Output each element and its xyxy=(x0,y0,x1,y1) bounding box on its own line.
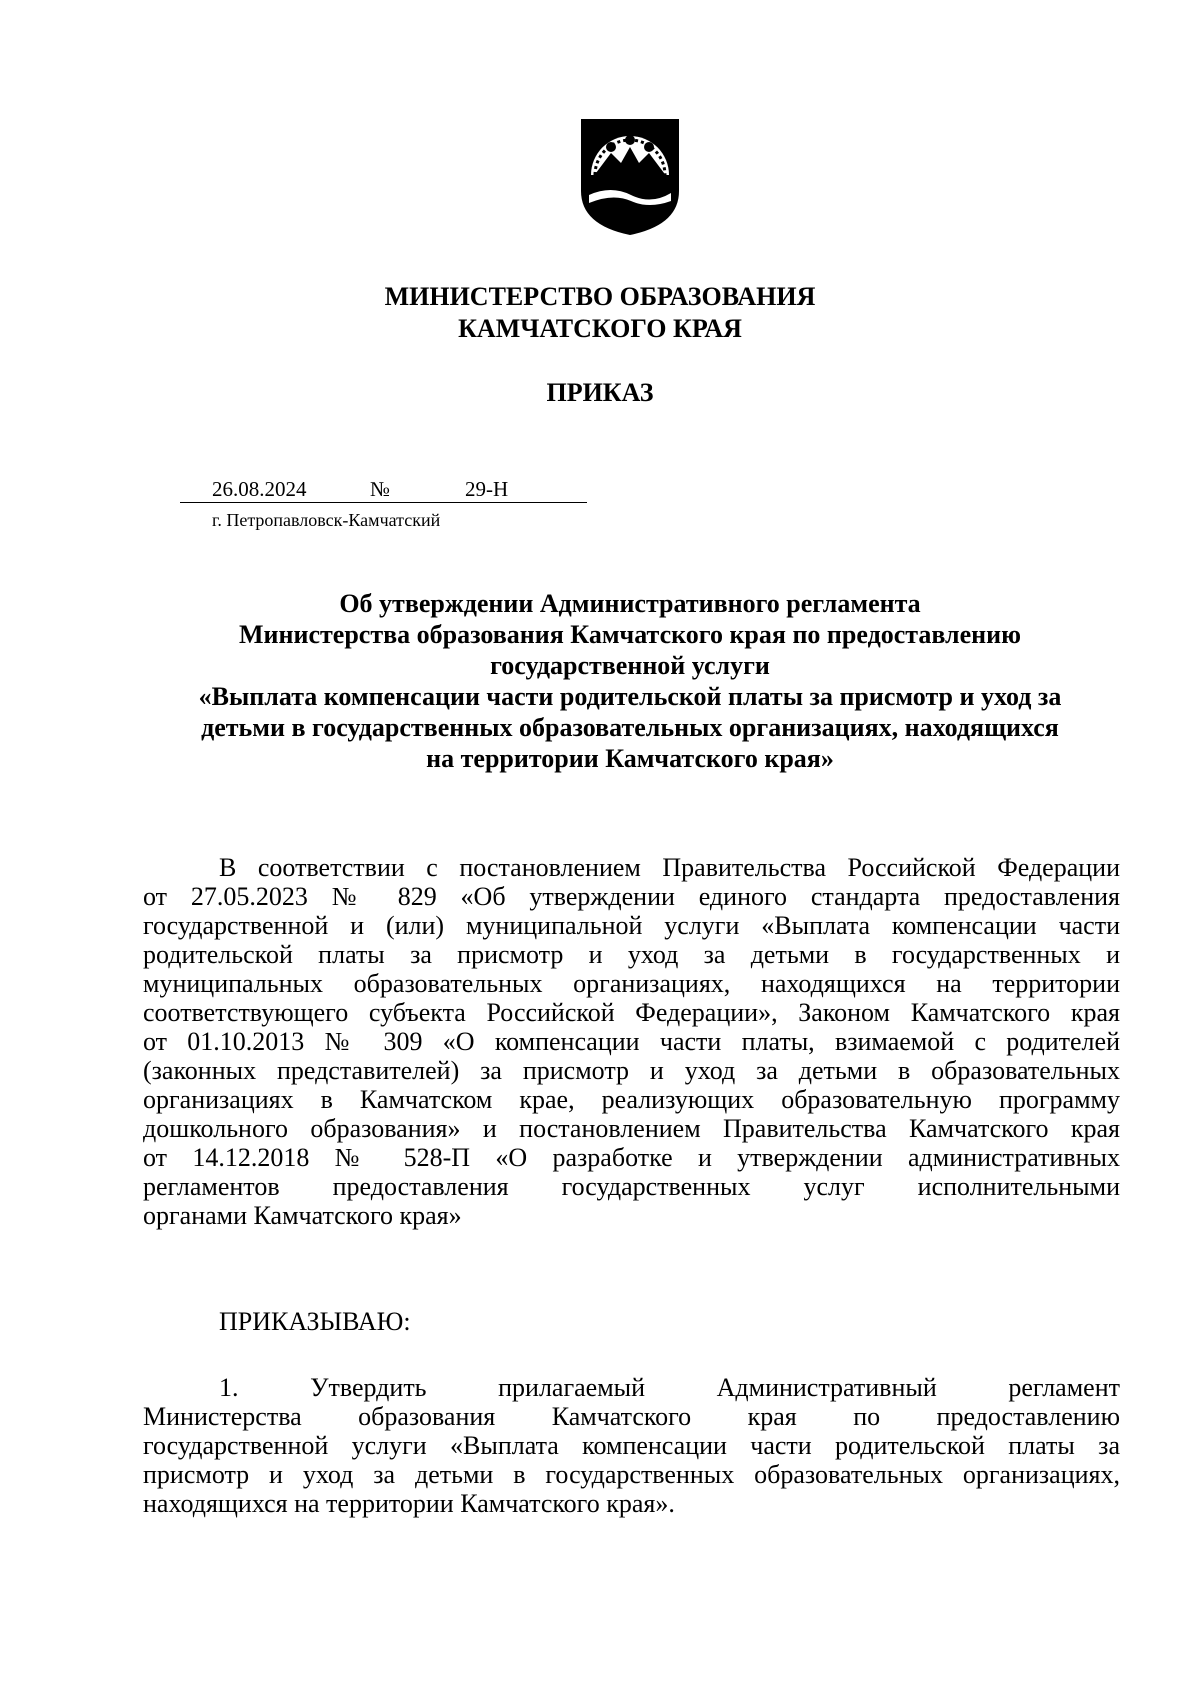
coat-of-arms-emblem xyxy=(575,113,685,238)
document-type: ПРИКАЗ xyxy=(546,378,654,407)
title-line: государственной услуги xyxy=(490,651,770,680)
preamble-line: органами Камчатского края» xyxy=(143,1201,462,1230)
date-number-underline xyxy=(180,502,587,503)
order-item-1 xyxy=(143,1373,1120,1518)
title-line: детьми в государственных образовательных организациях, находящихся xyxy=(201,713,1059,742)
preamble-line: от 27.05.2023 № 829 «Об утверждении единого стандарта предоставления xyxy=(143,882,1120,911)
preamble-line: В соответствии с постановлением Правительства Российской Федерации xyxy=(219,853,1120,882)
title-line: на территории Камчатского края» xyxy=(426,744,834,773)
document-title xyxy=(140,588,1120,774)
city-name: г. Петропавловск-Камчатский xyxy=(212,510,441,530)
preamble-line: соответствующего субъекта Российской Федерации», Законом Камчатского края xyxy=(143,998,1120,1027)
order-date: 26.08.2024 xyxy=(212,477,307,501)
title-line: Министерства образования Камчатского края по предоставлению xyxy=(238,620,1022,649)
preamble-line: государственной и (или) муниципальной услуги «Выплата компенсации части xyxy=(143,911,1120,940)
ministry-name-line-1: МИНИСТЕРСТВО ОБРАЗОВАНИЯ xyxy=(384,282,816,311)
title-line: «Выплата компенсации части родительской платы за присмотр и уход за xyxy=(198,682,1062,711)
preamble-line: (законных представителей) за присмотр и уход за детьми в образовательных xyxy=(143,1056,1120,1085)
preamble-line: организациях в Камчатском крае, реализующих образовательную программу xyxy=(143,1085,1120,1114)
number-sign: № xyxy=(370,477,391,501)
title-line: Об утверждении Административного регламента xyxy=(339,589,921,618)
preamble-line: родительской платы за присмотр и уход за детьми в государственных и xyxy=(143,940,1120,969)
item-line: 1. Утвердить прилагаемый Административный регламент xyxy=(219,1373,1120,1402)
item-line: находящихся на территории Камчатского края». xyxy=(143,1489,675,1518)
item-line: Министерства образования Камчатского края по предоставлению xyxy=(143,1402,1120,1431)
ministry-name-line-2: КАМЧАТСКОГО КРАЯ xyxy=(458,314,742,343)
order-number: 29-Н xyxy=(465,477,509,501)
order-word: ПРИКАЗЫВАЮ: xyxy=(219,1307,411,1336)
preamble-line: муниципальных образовательных организациях, находящихся на территории xyxy=(143,969,1120,998)
preamble-line: от 01.10.2013 № 309 «О компенсации части платы, взимаемой с родителей xyxy=(143,1027,1120,1056)
item-line: государственной услуги «Выплата компенсации части родительской платы за xyxy=(143,1431,1120,1460)
preamble-line: от 14.12.2018 № 528-П «О разработке и утверждении административных xyxy=(143,1143,1120,1172)
preamble-paragraph xyxy=(143,853,1120,1230)
preamble-line: регламентов предоставления государственных услуг исполнительными xyxy=(143,1172,1120,1201)
preamble-line: дошкольного образования» и постановлением Правительства Камчатского края xyxy=(143,1114,1120,1143)
item-line: присмотр и уход за детьми в государственных образовательных организациях, xyxy=(143,1460,1120,1489)
